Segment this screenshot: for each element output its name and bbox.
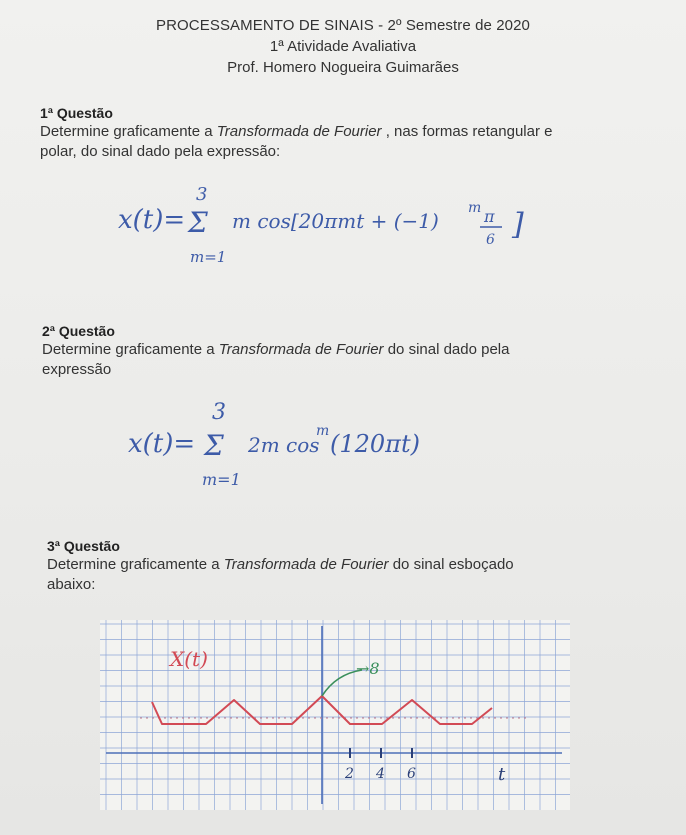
q2-line2: expressão — [42, 361, 112, 378]
q2-formula-body: 2m cos — [248, 433, 320, 457]
q3-text — [47, 555, 514, 595]
assignment-title: 1ª Atividade Avaliativa — [269, 38, 417, 55]
professor-name: Prof. Homero Nogueira Guimarães — [227, 59, 459, 76]
q2-formula — [120, 395, 480, 490]
q1-formula-exp: m — [468, 200, 482, 216]
q1-title: 1ª Questão — [40, 105, 113, 121]
q1-formula — [110, 180, 550, 270]
tick-label-2: 2 — [345, 766, 354, 782]
q2-line1: Determine graficamente a Transformada de Fourier do sinal dado pela — [42, 341, 510, 358]
q1-line2: polar, do sinal dado pela expressão: — [40, 143, 281, 160]
q3-signal-graph — [100, 620, 570, 810]
q1-formula-close: ] — [512, 207, 524, 242]
q1-sum-lower: m=1 — [190, 248, 227, 266]
q1-line1: Determine graficamente a Transformada de Fourier , nas formas retangular e — [40, 123, 553, 140]
tick-label-4: 4 — [376, 766, 385, 782]
q2-text — [42, 340, 509, 380]
q3-line1: Determine graficamente a Transformada de Fourier do sinal esboçado — [47, 556, 514, 573]
q1-formula-body: m cos[20πmt + (−1) — [232, 209, 439, 233]
q2-formula-lhs: x(t)= — [128, 429, 196, 459]
q2-sum-upper: 3 — [212, 400, 226, 425]
q1-frac-den: 6 — [486, 232, 495, 248]
q1-frac-num: π — [484, 207, 495, 226]
q1-formula-lhs: x(t)= — [118, 205, 186, 235]
peak-label: →8 — [356, 659, 380, 678]
course-title: PROCESSAMENTO DE SINAIS - 2º Semestre de 2020 — [156, 17, 530, 34]
q3-line2: abaixo: — [47, 576, 96, 593]
q2-title: 2ª Questão — [42, 323, 115, 339]
q3-title: 3ª Questão — [47, 538, 120, 554]
q2-formula-arg: (120πt) — [330, 430, 420, 458]
q1-sum-symbol: Σ — [188, 206, 208, 239]
signal-label: X(t) — [170, 647, 208, 671]
q2-sum-lower: m=1 — [202, 470, 241, 489]
q1-text — [40, 122, 552, 162]
time-axis-label: t — [498, 764, 506, 785]
tick-label-6: 6 — [407, 766, 416, 782]
q2-sum-symbol: Σ — [204, 429, 224, 462]
q1-sum-upper: 3 — [196, 184, 208, 205]
q2-formula-exp: m — [316, 423, 330, 439]
